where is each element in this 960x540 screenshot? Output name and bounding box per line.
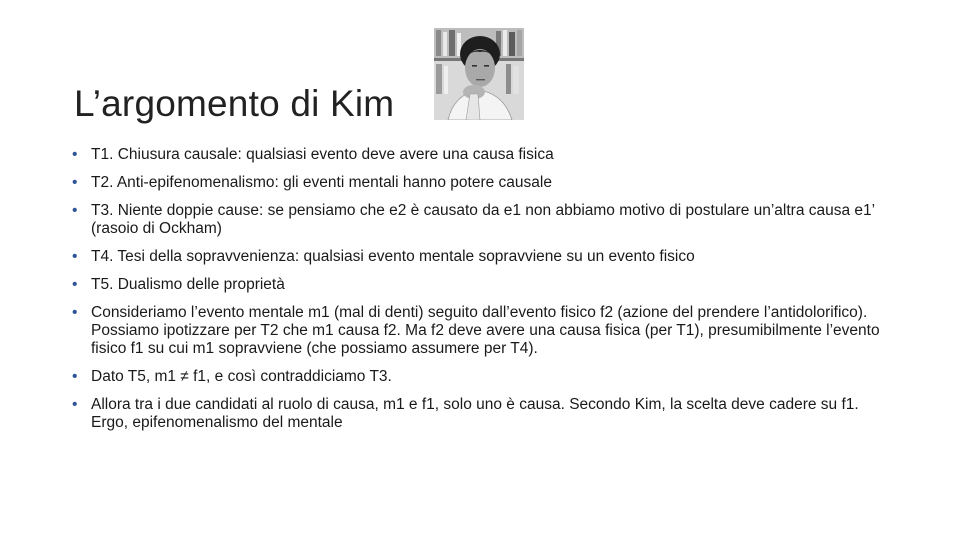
list-item (72, 276, 892, 294)
bullet-icon: • (72, 368, 78, 385)
bullet-icon: • (72, 396, 78, 413)
bullet-text: T5. Dualismo delle proprietà (91, 276, 285, 293)
list-item (72, 202, 892, 238)
bullet-icon: • (72, 276, 78, 293)
list-item (72, 174, 892, 192)
bullet-icon: • (72, 304, 78, 321)
bullet-text: Dato T5, m1 ≠ f1, e così contraddiciamo T3. (91, 368, 392, 385)
bullet-icon: • (72, 202, 78, 219)
bullet-icon: • (72, 248, 78, 265)
list-item (72, 368, 892, 386)
bullet-text: Consideriamo l’evento mentale m1 (mal di denti) seguito dall’evento fisico f2 (azione del prendere l’antidolorifico). Possiamo ipotizzare per T2 che m1 causa f2. Ma f2 deve avere una causa fisica (per T1), presumibilmente l’evento fisico f1 su cui m1 sopravviene (che possiamo assumere per T4). (91, 304, 880, 357)
bullet-text: T2. Anti-epifenomenalismo: gli eventi mentali hanno potere causale (91, 174, 552, 191)
bullet-text: T1. Chiusura causale: qualsiasi evento deve avere una causa fisica (91, 146, 554, 163)
list-item (72, 248, 892, 266)
portrait-photo (434, 28, 524, 120)
bullet-list (72, 146, 892, 442)
portrait-photo-icon (434, 28, 524, 120)
list-item (72, 146, 892, 164)
bullet-icon: • (72, 174, 78, 191)
list-item (72, 304, 892, 358)
bullet-text: T3. Niente doppie cause: se pensiamo che e2 è causato da e1 non abbiamo motivo di postulare un’altra causa e1’ (rasoio di Ockham) (91, 202, 875, 237)
list-item (72, 396, 892, 432)
slide-title: L’argomento di Kim (74, 82, 395, 124)
bullet-text: T4. Tesi della sopravvenienza: qualsiasi evento mentale sopravviene su un evento fisico (91, 248, 695, 265)
bullet-icon: • (72, 146, 78, 163)
bullet-text: Allora tra i due candidati al ruolo di causa, m1 e f1, solo uno è causa. Secondo Kim, la scelta deve cadere su f1. Ergo, epifenomenalismo del mentale (91, 396, 859, 431)
